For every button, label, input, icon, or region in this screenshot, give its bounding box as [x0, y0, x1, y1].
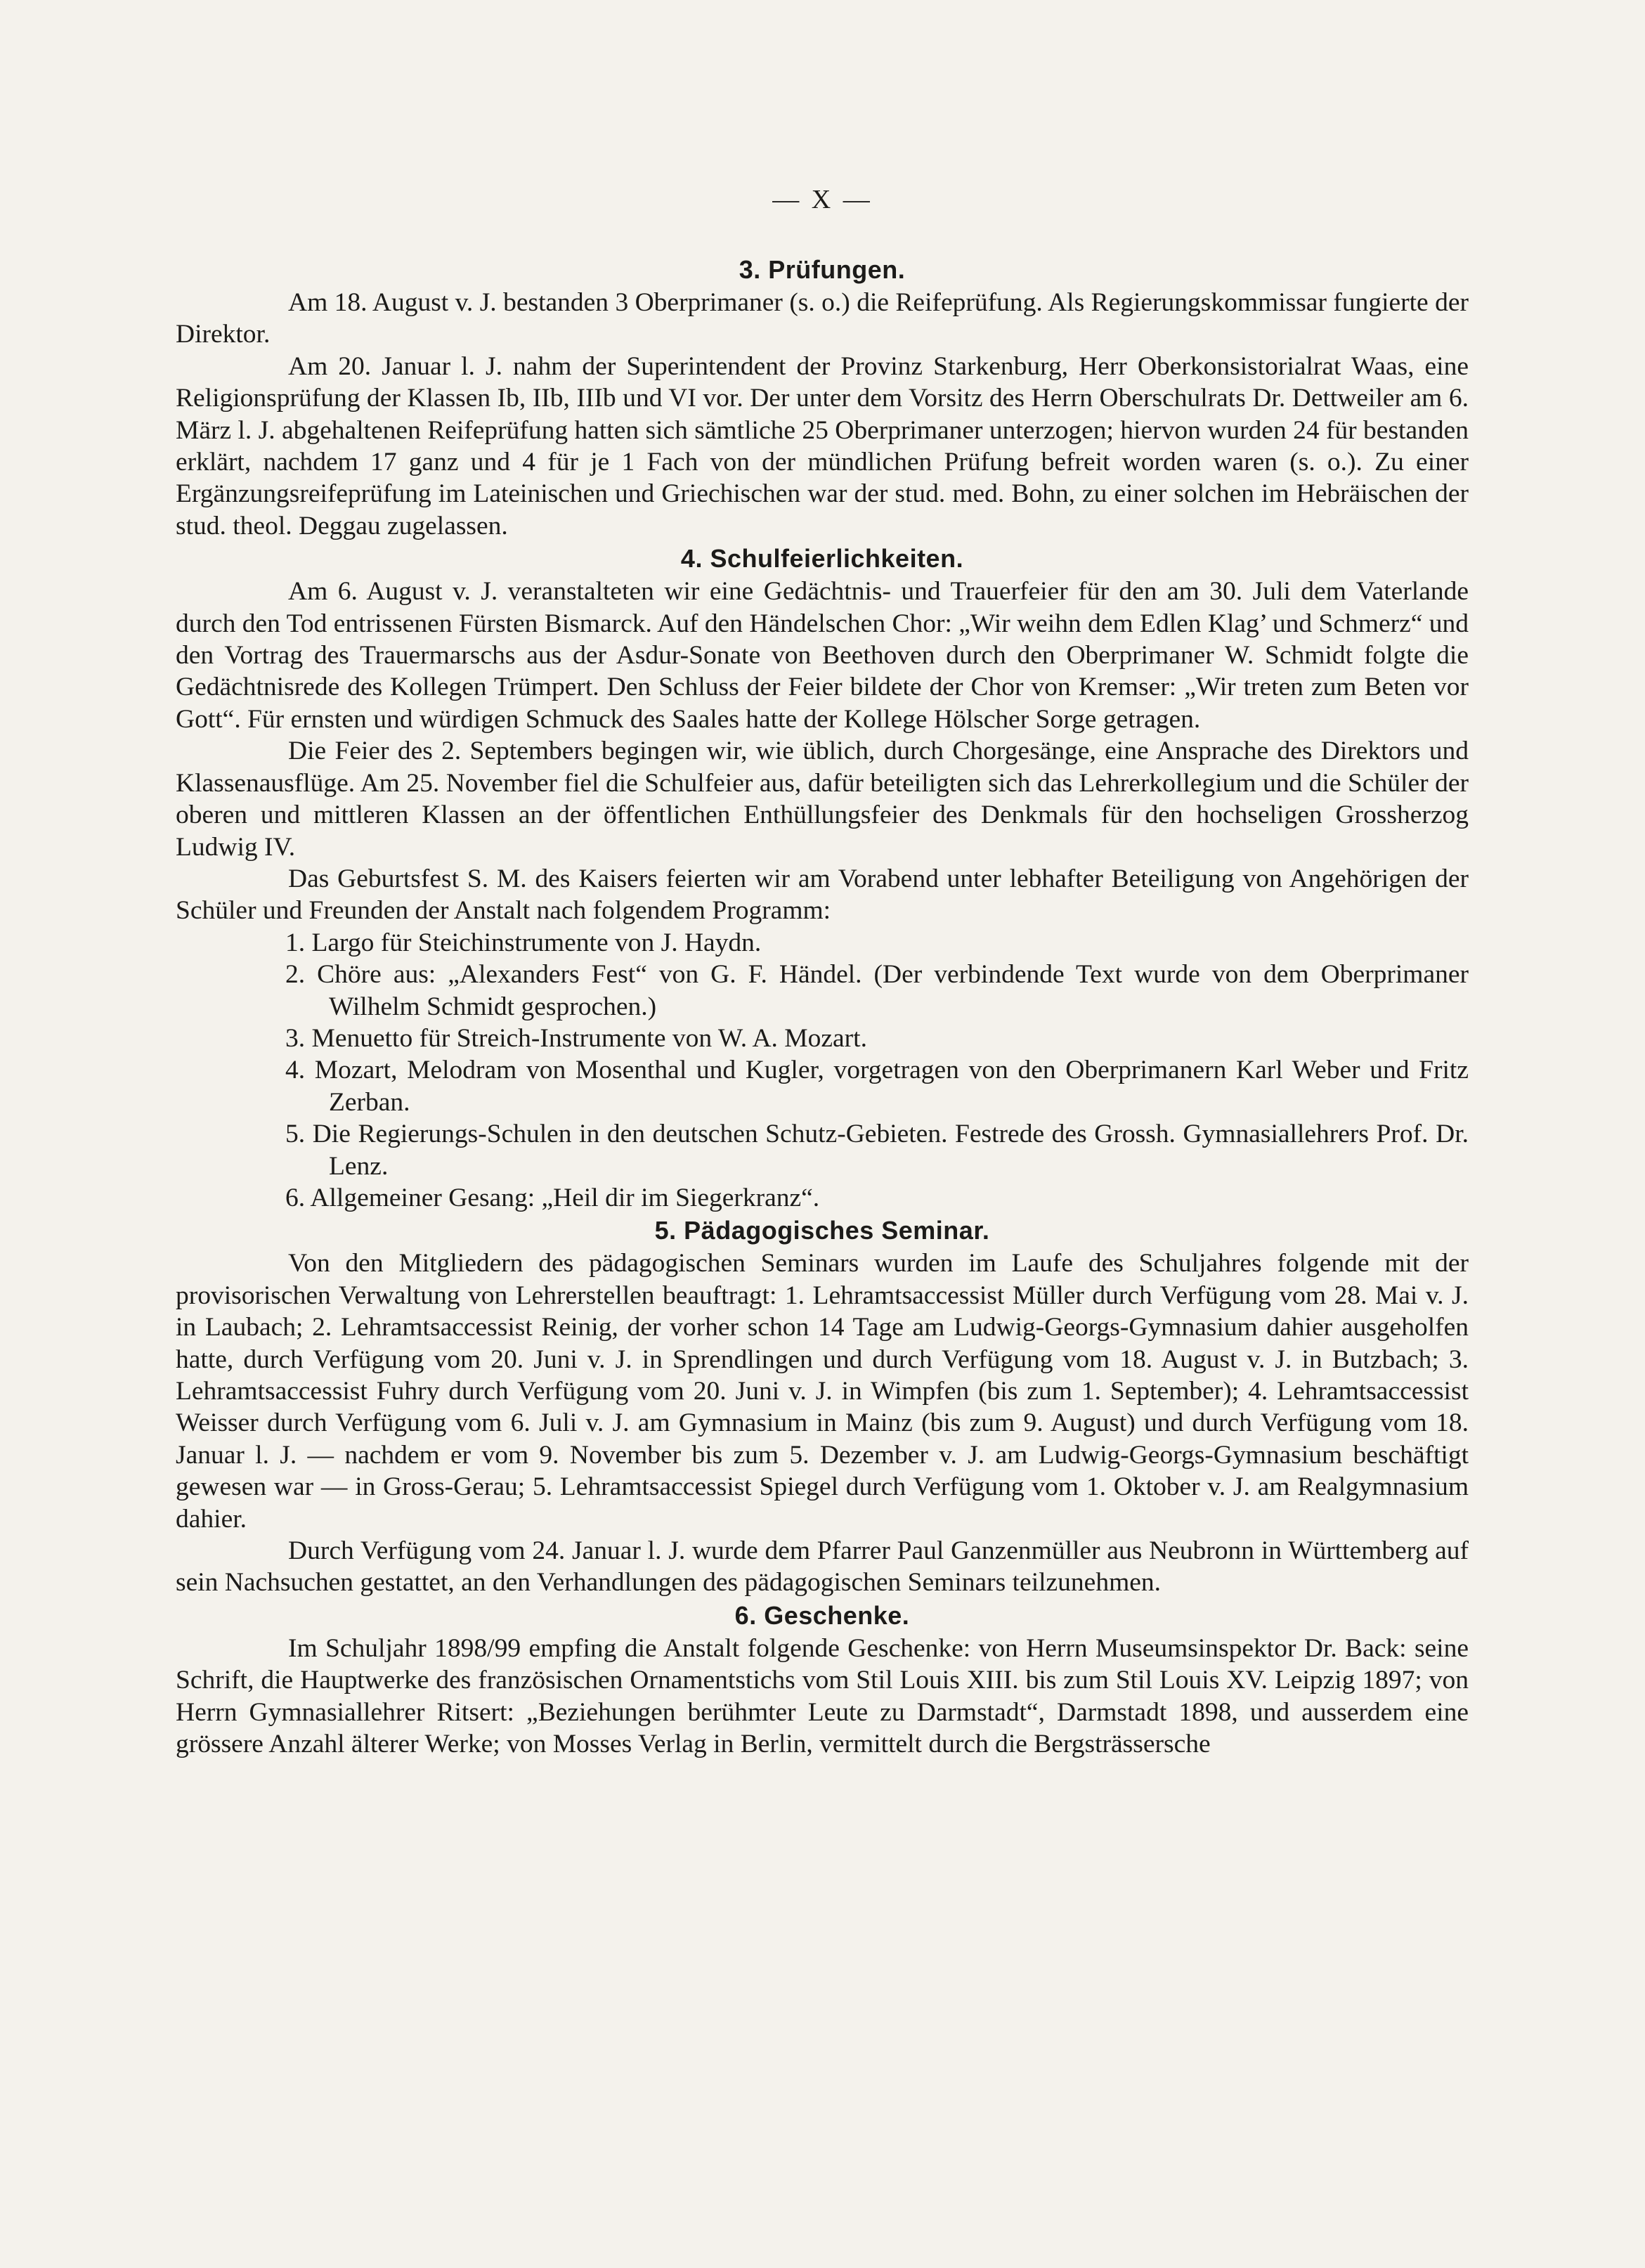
section-geschenke: [176, 1599, 1469, 1761]
program-item: 2. Chöre aus: „Alexanders Fest“ von G. F. Händel. (Der verbindende Text wurde von dem Oberprimaner Wilhelm Schmidt gesprochen.): [285, 960, 1469, 1021]
section-heading: 4. Schulfeierlichkeiten.: [680, 544, 964, 574]
page-number: — X —: [772, 185, 873, 214]
paragraph: Die Feier des 2. Septembers begingen wir, wie üblich, durch Chorgesänge, eine Ansprache des Direktors und Klassenausflüge. Am 25. November fiel die Schulfeier aus, dafür beteiligten sich das Lehrerkollegium und die Schüler der oberen und mittleren Klassen an der öffentlichen Enthüllungsfeier des Denkmals für den hochseligen Grossherzog Ludwig IV.: [176, 737, 1469, 862]
paragraph: Durch Verfügung vom 24. Januar l. J. wurde dem Pfarrer Paul Ganzenmüller aus Neubronn in Württemberg auf sein Nachsuchen gestattet, an den Verhandlungen des pädagogischen Seminars teilzunehmen.: [176, 1536, 1469, 1598]
section-heading: 5. Pädagogisches Seminar.: [654, 1216, 990, 1245]
section-heading: 6. Geschenke.: [734, 1600, 910, 1630]
program-list: [176, 927, 1469, 1214]
program-item: 3. Menuetto für Streich-Instrumente von W. A. Mozart.: [285, 1023, 867, 1053]
section-heading: 3. Prüfungen.: [739, 255, 906, 284]
paragraph: Am 20. Januar l. J. nahm der Superintendent der Provinz Starkenburg, Herr Oberkonsistorialrat Waas, eine Religionsprüfung der Klassen Ib, IIb, IIIb und VI vor. Der unter dem Vorsitz des Herrn Oberschulrats Dr. Dettweiler am 6. März l. J. abgehaltenen Reifeprüfung hatten sich sämtliche 25 Oberprimaner unterzogen; hiervon wurden 24 für bestanden erklärt, nachdem 17 ganz und 4 für je 1 Fach von der mündlichen Prüfung befreit worden waren (s. o.). Zu einer Ergänzungsreifeprüfung im Lateinischen und Griechischen war der stud. med. Bohn, zu einer solchen im Hebräischen der stud. theol. Deggau zugelassen.: [176, 351, 1469, 540]
section-pruefungen: [176, 253, 1469, 542]
paragraph: Am 6. August v. J. veranstalteten wir eine Gedächtnis- und Trauerfeier für den am 30. Juli dem Vaterlande durch den Tod entrissenen Fürsten Bismarck. Auf den Händelschen Chor: „Wir weihn dem Edlen Klag’ und Schmerz“ und den Vortrag des Trauermarschs aus der Asdur-Sonate von Beethoven durch den Oberprimaner W. Schmidt folgte die Gedächtnisrede des Kollegen Trümpert. Den Schluss der Feier bildete der Chor von Kremser: „Wir treten zum Beten vor Gott“. Für ernsten und würdigen Schmuck des Saales hatte der Kollege Hölscher Sorge getragen.: [176, 577, 1469, 734]
program-item: 1. Largo für Steichinstrumente von J. Haydn.: [285, 928, 762, 957]
paragraph: Von den Mitgliedern des pädagogischen Seminars wurden im Laufe des Schuljahres folgende mit der provisorischen Verwaltung von Lehrerstellen beauftragt: 1. Lehramtsaccessist Müller durch Verfügung vom 28. Mai v. J. in Laubach; 2. Lehramtsaccessist Reinig, der vorher schon 14 Tage am Ludwig-Georgs-Gymnasium dahier ausgeholfen hatte, durch Verfügung vom 20. Juni v. J. in Sprendlingen und durch Verfügung vom 18. August v. J. in Butzbach; 3. Lehramtsaccessist Fuhry durch Verfügung vom 20. Juni v. J. in Wimpfen (bis zum 1. September); 4. Lehramtsaccessist Weisser durch Verfügung vom 6. Juli v. J. am Gymnasium in Mainz (bis zum 9. August) und durch Verfügung vom 18. Januar l. J. — nachdem er vom 9. November bis zum 5. Dezember v. J. am Ludwig-Georgs-Gymnasium beschäftigt gewesen war — in Gross-Gerau; 5. Lehramtsaccessist Spiegel durch Verfügung vom 1. Oktober v. J. am Realgymnasium dahier.: [176, 1249, 1469, 1534]
paragraph: Am 18. August v. J. bestanden 3 Oberprimaner (s. o.) die Reifeprüfung. Als Regierungskommissar fungierte der Direktor.: [176, 288, 1469, 349]
program-item: 4. Mozart, Melodram von Mosenthal und Kugler, vorgetragen von den Oberprimanern Karl Weber und Fritz Zerban.: [285, 1056, 1469, 1117]
section-seminar: [176, 1214, 1469, 1598]
program-item: 6. Allgemeiner Gesang: „Heil dir im Siegerkranz“.: [285, 1183, 820, 1212]
section-schulfeierlichkeiten: [176, 542, 1469, 1214]
paragraph: Das Geburtsfest S. M. des Kaisers feierten wir am Vorabend unter lebhafter Beteiligung von Angehörigen der Schüler und Freunden der Anstalt nach folgendem Programm:: [176, 864, 1469, 926]
paragraph: Im Schuljahr 1898/99 empfing die Anstalt folgende Geschenke: von Herrn Museumsinspektor Dr. Back: seine Schrift, die Hauptwerke des französischen Ornamentstichs vom Stil Louis XIII. bis zum Stil Louis XV. Leipzig 1897; von Herrn Gymnasiallehrer Ritsert: „Beziehungen berühmter Leute zu Darmstadt“, Darmstadt 1898, und ausserdem eine grössere Anzahl älterer Werke; von Mosses Verlag in Berlin, vermittelt durch die Bergsträssersche: [176, 1633, 1469, 1759]
program-item: 5. Die Regierungs-Schulen in den deutschen Schutz-Gebieten. Festrede des Grossh. Gymnasiallehrers Prof. Dr. Lenz.: [285, 1120, 1469, 1181]
page-body: [176, 253, 1469, 1760]
